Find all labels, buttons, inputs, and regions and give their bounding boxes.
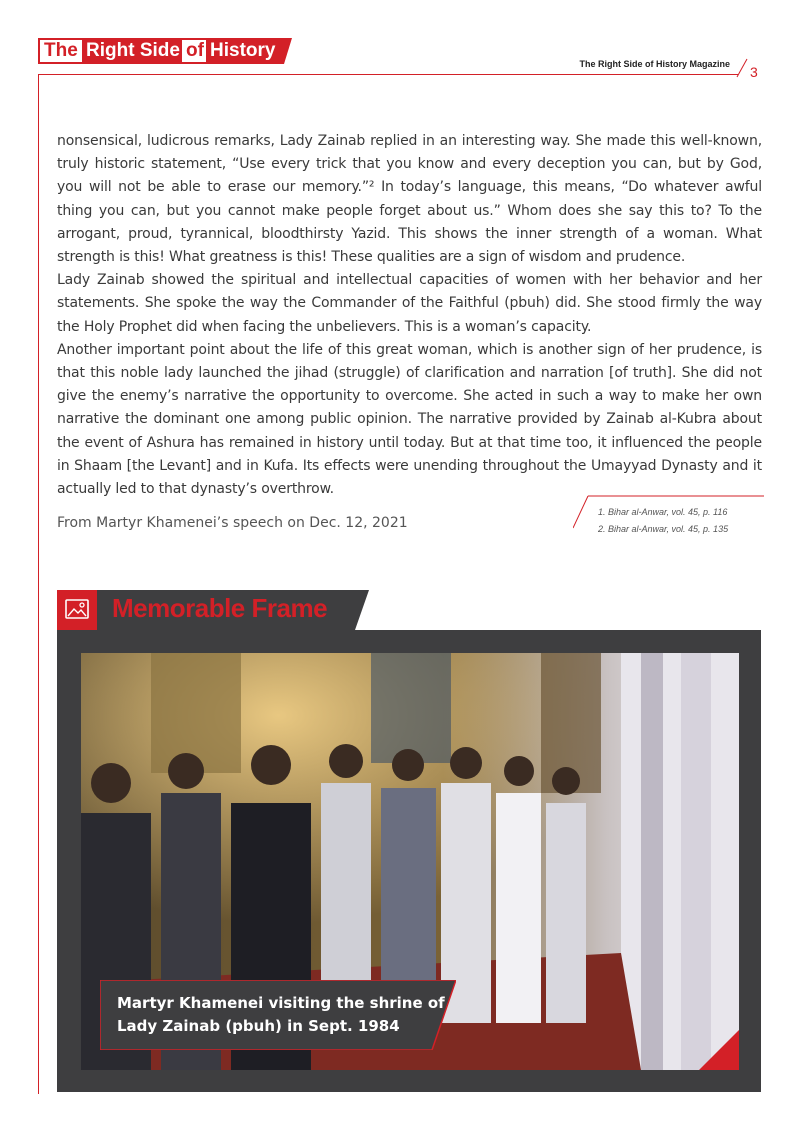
source-attribution: From Martyr Khamenei’s speech on Dec. 12, 2021 [57, 515, 408, 531]
article-body [57, 130, 762, 501]
header-rule [38, 74, 738, 75]
caption-text: Martyr Khamenei visiting the shrine of Lady Zainab (pbuh) in Sept. 1984 [117, 994, 445, 1035]
image-icon [57, 590, 97, 630]
paragraph: Another important point about the life of this great woman, which is another sign of her prudence, is that this noble lady launched the jihad (struggle) of clarification and narration [of truth]. She did not give the enemy’s narrative the opportunity to overcome. She acted in such a way to make her own narrative the dominant one among public opinion. The narrative provided by Zainab al-Kubra about the event of Ashura has remained in history until today. But at that time too, it influenced the people in Shaam [the Levant] and in Kufa. Its effects were unending throughout the Umayyad Dynasty and it actually led to that dynasty’s overthrow. [57, 341, 762, 498]
photo-caption [100, 980, 456, 1050]
magazine-title: The Right Side of History Magazine [579, 59, 730, 69]
logo-word-history: History [210, 40, 276, 61]
magazine-logo [38, 38, 292, 64]
footnote-2: 2. Bihar al-Anwar, vol. 45, p. 135 [598, 524, 729, 534]
paragraph: Lady Zainab showed the spiritual and intellectual capacities of women with her behavior and her statements. She spoke the way the Commander of the Faithful (pbuh) did. She stood firmly the way the Holy Prophet did when facing the unbelievers. This is a woman’s capacity. [57, 272, 762, 335]
page-slash-divider [736, 58, 748, 78]
logo-word-right-side: Right Side [86, 40, 180, 61]
logo-word-the: The [44, 40, 78, 61]
logo-word-of: of [186, 40, 204, 61]
memorable-frame-header [57, 590, 377, 630]
memorable-frame-title: Memorable Frame [112, 593, 328, 623]
footnote-1: 1. Bihar al-Anwar, vol. 45, p. 116 [598, 507, 728, 517]
paragraph: nonsensical, ludicrous remarks, Lady Zainab replied in an interesting way. She made this well-known, truly historic statement, “Use every trick that you know and every deception you can, but by God, you will not be able to erase our memory.”² In today’s language, this means, “Do whatever awful thing you can, but you cannot make people forget about us.” Whom does she say this to? To the arrogant, proud, tyrannical, bloodthirsty Yazid. This shows the inner strength of a woman. What strength is this! What greatness is this! These qualities are a sign of wisdom and prudence. [57, 133, 762, 266]
page-number: 3 [750, 64, 758, 80]
margin-rule [38, 74, 39, 1094]
